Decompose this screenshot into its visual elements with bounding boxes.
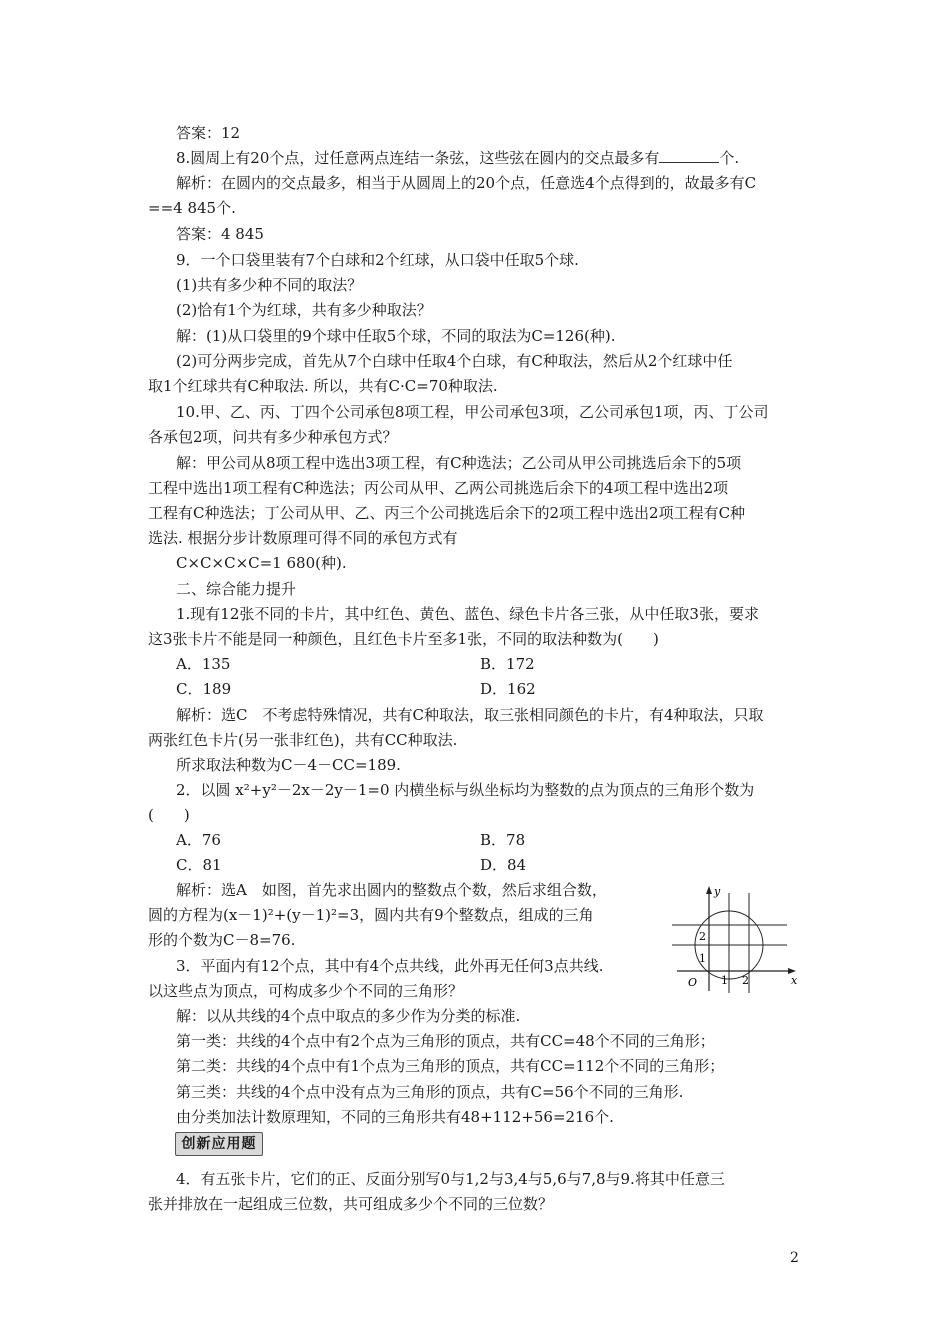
problem-1-option-a: A．135 (176, 655, 231, 673)
problem-2-line2: ( ) (148, 806, 190, 824)
problem-2-option-b: B．78 (480, 831, 526, 849)
problem-1-solution-line2: 两张红色卡片(另一张非红色)，共有CC种取法. (148, 731, 458, 749)
problem-2-option-c: C．81 (176, 856, 222, 874)
solution-9-line1: 解：(1)从口袋里的9个球中任取5个球，不同的取法为C=126(种). (176, 327, 616, 345)
problem-1-line2: 这3张卡片不能是同一种颜色，且红色卡片至多1张，不同的取法种数为( ) (148, 630, 659, 648)
problem-1-option-d: D．162 (480, 680, 536, 698)
y-tick-1: 1 (699, 952, 706, 965)
problem-2-solution-line1: 解析：选A 如图，首先求出圆内的整数点个数，然后求组合数， (176, 881, 607, 899)
problem-1-solution-line3: 所求取法种数为C－4－CC=189. (176, 756, 401, 774)
question-10-line2: 各承包2项，问共有多少种承包方式？ (148, 428, 398, 446)
problem-1-solution-line1: 解析：选C 不考虑特殊情况，共有C种取法，取三张相同颜色的卡片，有4种取法，只取 (176, 706, 764, 724)
problem-3-solution-line4: 第三类：共线的4个点中没有点为三角形的顶点，共有C=56个不同的三角形. (176, 1083, 684, 1101)
page-number: 2 (790, 1250, 799, 1266)
problem-1-option-c: C．189 (176, 680, 232, 698)
x-tick-1: 1 (721, 974, 728, 987)
x-axis-label: x (791, 974, 798, 987)
solution-9-line3: 取1个红球共有C种取法. 所以，共有C·C=70种取法. (148, 377, 498, 395)
innovation-section-badge: 创新应用题 (175, 1132, 263, 1156)
problem-2-option-a: A．76 (176, 831, 221, 849)
problem-1-option-b: B．172 (480, 655, 535, 673)
solution-10-line3: 工程有C种选法；丁公司从甲、乙、丙三个公司挑选后余下的2项工程中选出2项工程有C种 (148, 504, 746, 522)
analysis-8-line2: ==4 845个. (148, 199, 236, 217)
circle-grid-figure (672, 883, 802, 993)
problem-3-line1: 3．平面内有12个点，其中有4个点共线，此外再无任何3点共线. (176, 957, 604, 975)
problem-2-option-d: D．84 (480, 856, 527, 874)
y-axis-label: y (714, 885, 721, 898)
y-tick-2: 2 (699, 930, 706, 943)
problem-1-line1: 1.现有12张不同的卡片，其中红色、黄色、蓝色、绿色卡片各三张，从中任取3张，要求 (176, 605, 759, 623)
answer-7: 答案：12 (176, 124, 241, 142)
problem-2-line1: 2．以圆 x²+y²－2x－2y－1=0 内横坐标与纵坐标均为整数的点为顶点的三角形个数为 (176, 781, 755, 799)
problem-4-line2: 张并排放在一起组成三位数，共可组成多少个不同的三位数？ (148, 1195, 554, 1213)
answer-blank (659, 148, 719, 163)
solution-9-line2: (2)可分两步完成，首先从7个白球中任取4个白球，有C种取法，然后从2个红球中任 (176, 352, 733, 370)
problem-3-solution-line2: 第一类：共线的4个点中有2个点为三角形的顶点，共有CC=48个不同的三角形； (176, 1032, 715, 1050)
question-10-line1: 10.甲、乙、丙、丁四个公司承包8项工程，甲公司承包3项，乙公司承包1项，丙、丁公司 (176, 403, 769, 421)
problem-2-solution-line3: 形的个数为C－8=76. (148, 931, 296, 949)
analysis-8-line1: 解析：在圆内的交点最多，相当于从圆周上的20个点，任意选4个点得到的，故最多有C (176, 174, 757, 192)
question-8: 8.圆周上有20个点，过任意两点连结一条弦，这些弦在圆内的交点最多有 个. (176, 149, 740, 167)
problem-3-line2: 以这些点为顶点，可构成多少个不同的三角形？ (148, 982, 464, 1000)
x-tick-2: 2 (742, 974, 749, 987)
section-heading-2: 二、综合能力提升 (176, 580, 297, 598)
solution-10-line1: 解：甲公司从8项工程中选出3项工程，有C种选法；乙公司从甲公司挑选后余下的5项 (176, 454, 742, 472)
problem-3-solution-line3: 第二类：共线的4个点中有1个点为三角形的顶点，共有CC=112个不同的三角形； (176, 1057, 725, 1075)
question-9: 9．一个口袋里装有7个白球和2个红球，从口袋中任取5个球. (176, 251, 579, 269)
y-axis-arrow-icon (706, 886, 712, 894)
answer-8: 答案：4 845 (176, 225, 264, 243)
problem-2-solution-line2: 圆的方程为(x－1)²+(y－1)²=3，圆内共有9个整数点，组成的三角 (148, 906, 594, 924)
problem-3-solution-line1: 解：以从共线的4个点中取点的多少作为分类的标准. (176, 1007, 521, 1025)
question-9-part2: (2)恰有1个为红球，共有多少种取法？ (176, 301, 432, 319)
origin-label: O (688, 976, 698, 989)
solution-10-line4: 选法. 根据分步计数原理可得不同的承包方式有 (148, 529, 458, 547)
problem-4-line1: 4．有五张卡片，它们的正、反面分别写0与1,2与3,4与5,6与7,8与9.将其中任意三 (176, 1170, 725, 1188)
question-9-part1: (1)共有多少种不同的取法？ (176, 276, 363, 294)
problem-3-solution-line5: 由分类加法计数原理知，不同的三角形共有48+112+56=216个. (176, 1108, 614, 1126)
solution-10-line5: C×C×C×C=1 680(种). (176, 554, 347, 572)
solution-10-line2: 工程中选出1项工程有C种选法；丙公司从甲、乙两公司挑选后余下的4项工程中选出2项 (148, 479, 729, 497)
